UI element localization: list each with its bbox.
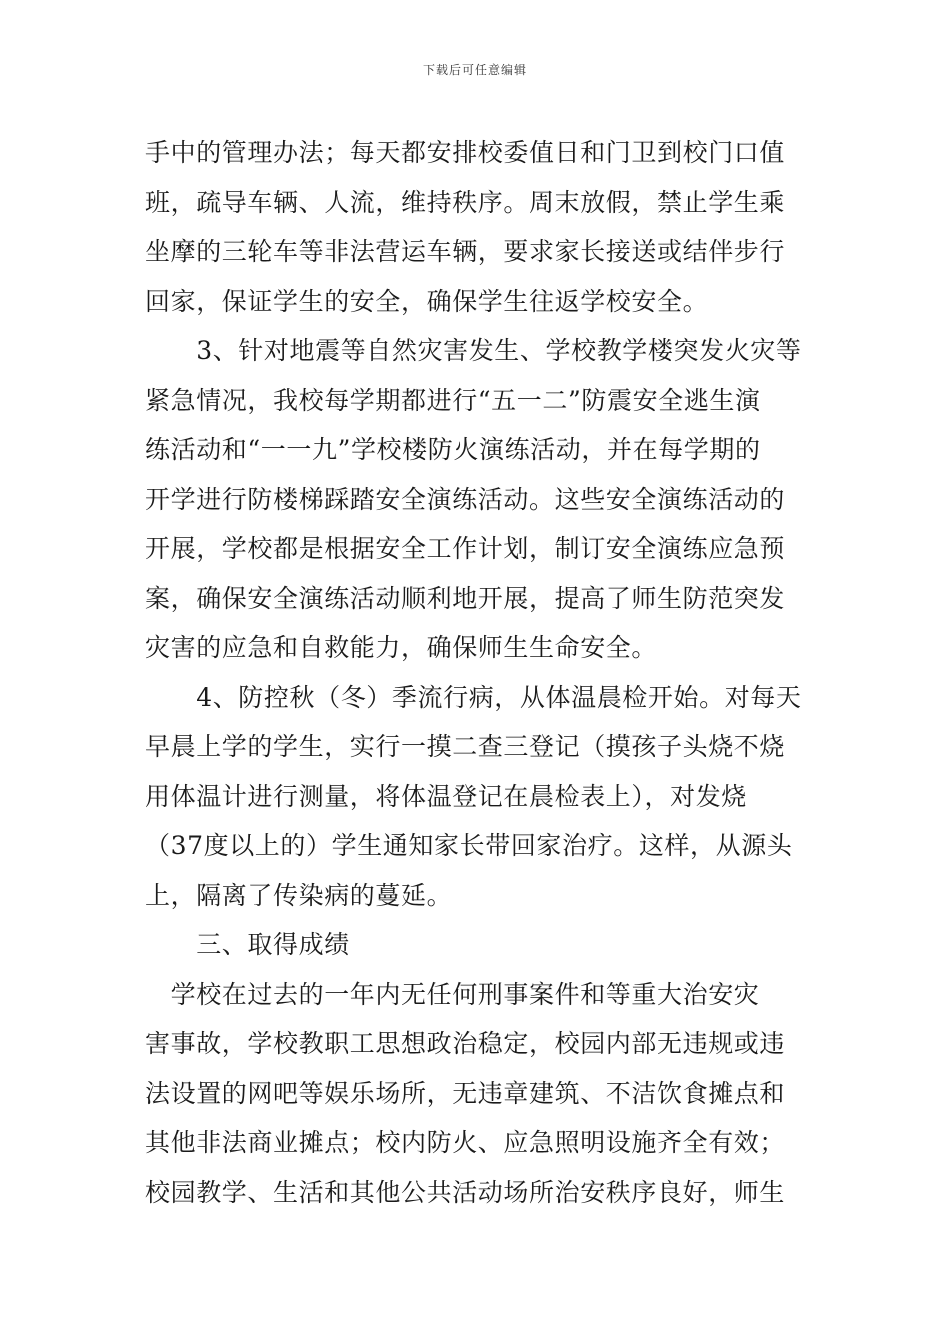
text-line: 班，疏导车辆、人流，维持秩序。周末放假，禁止学生乘 — [145, 187, 786, 217]
text-line: 紧急情况，我校每学期都进行“五一二”防震安全逃生演 — [145, 385, 761, 415]
text-line: 开学进行防楼梯踩踏安全演练活动。这些安全演练活动的 — [145, 484, 786, 514]
text-line: 开展，学校都是根据安全工作计划，制订安全演练应急预 — [145, 534, 786, 563]
text-line: （37度以上的）学生通知家长带回家治疗。这样，从源头 — [145, 831, 793, 860]
page-header: 下载后可任意编辑 — [422, 63, 527, 77]
text-line: 用体温计进行测量，将体温登记在晨检表上），对发烧 — [145, 781, 747, 811]
text-line: 早晨上学的学生，实行一摸二查三登记（摸孩子头烧不烧 — [145, 732, 786, 761]
text-line: 法设置的网吧等娱乐场所，无违章建筑、不洁饮食摊点和 — [145, 1078, 786, 1108]
section-heading: 三、取得成绩 — [145, 930, 350, 959]
text-line: 4、防控秋（冬）季流行病，从体温晨检开始。对每天 — [145, 682, 802, 712]
text-line: 案，确保安全演练活动顺利地开展，提高了师生防范突发 — [145, 583, 786, 613]
text-line: 练活动和“一一九”学校楼防火演练活动，并在每学期的 — [145, 435, 761, 464]
text-line: 3、针对地震等自然灾害发生、学校教学楼突发火灾等 — [145, 336, 802, 365]
text-line: 害事故，学校教职工思想政治稳定，校园内部无违规或违 — [145, 1029, 786, 1058]
text-line: 灾害的应急和自救能力，确保师生生命安全。 — [145, 633, 658, 662]
text-line: 校园教学、生活和其他公共活动场所治安秩序良好，师生 — [145, 1177, 786, 1207]
text-line: 回家，保证学生的安全，确保学生往返学校安全。 — [145, 286, 709, 316]
text-line: 坐摩的三轮车等非法营运车辆，要求家长接送或结伴步行 — [145, 237, 786, 266]
document-body — [145, 128, 810, 1217]
text-line: 学校在过去的一年内无任何刑事案件和等重大治安灾 — [145, 979, 760, 1009]
text-line: 其他非法商业摊点；校内防火、应急照明设施齐全有效； — [145, 1128, 786, 1157]
text-line: 手中的管理办法；每天都安排校委值日和门卫到校门口值 — [145, 138, 786, 167]
text-line: 上，隔离了传染病的蔓延。 — [145, 880, 453, 910]
